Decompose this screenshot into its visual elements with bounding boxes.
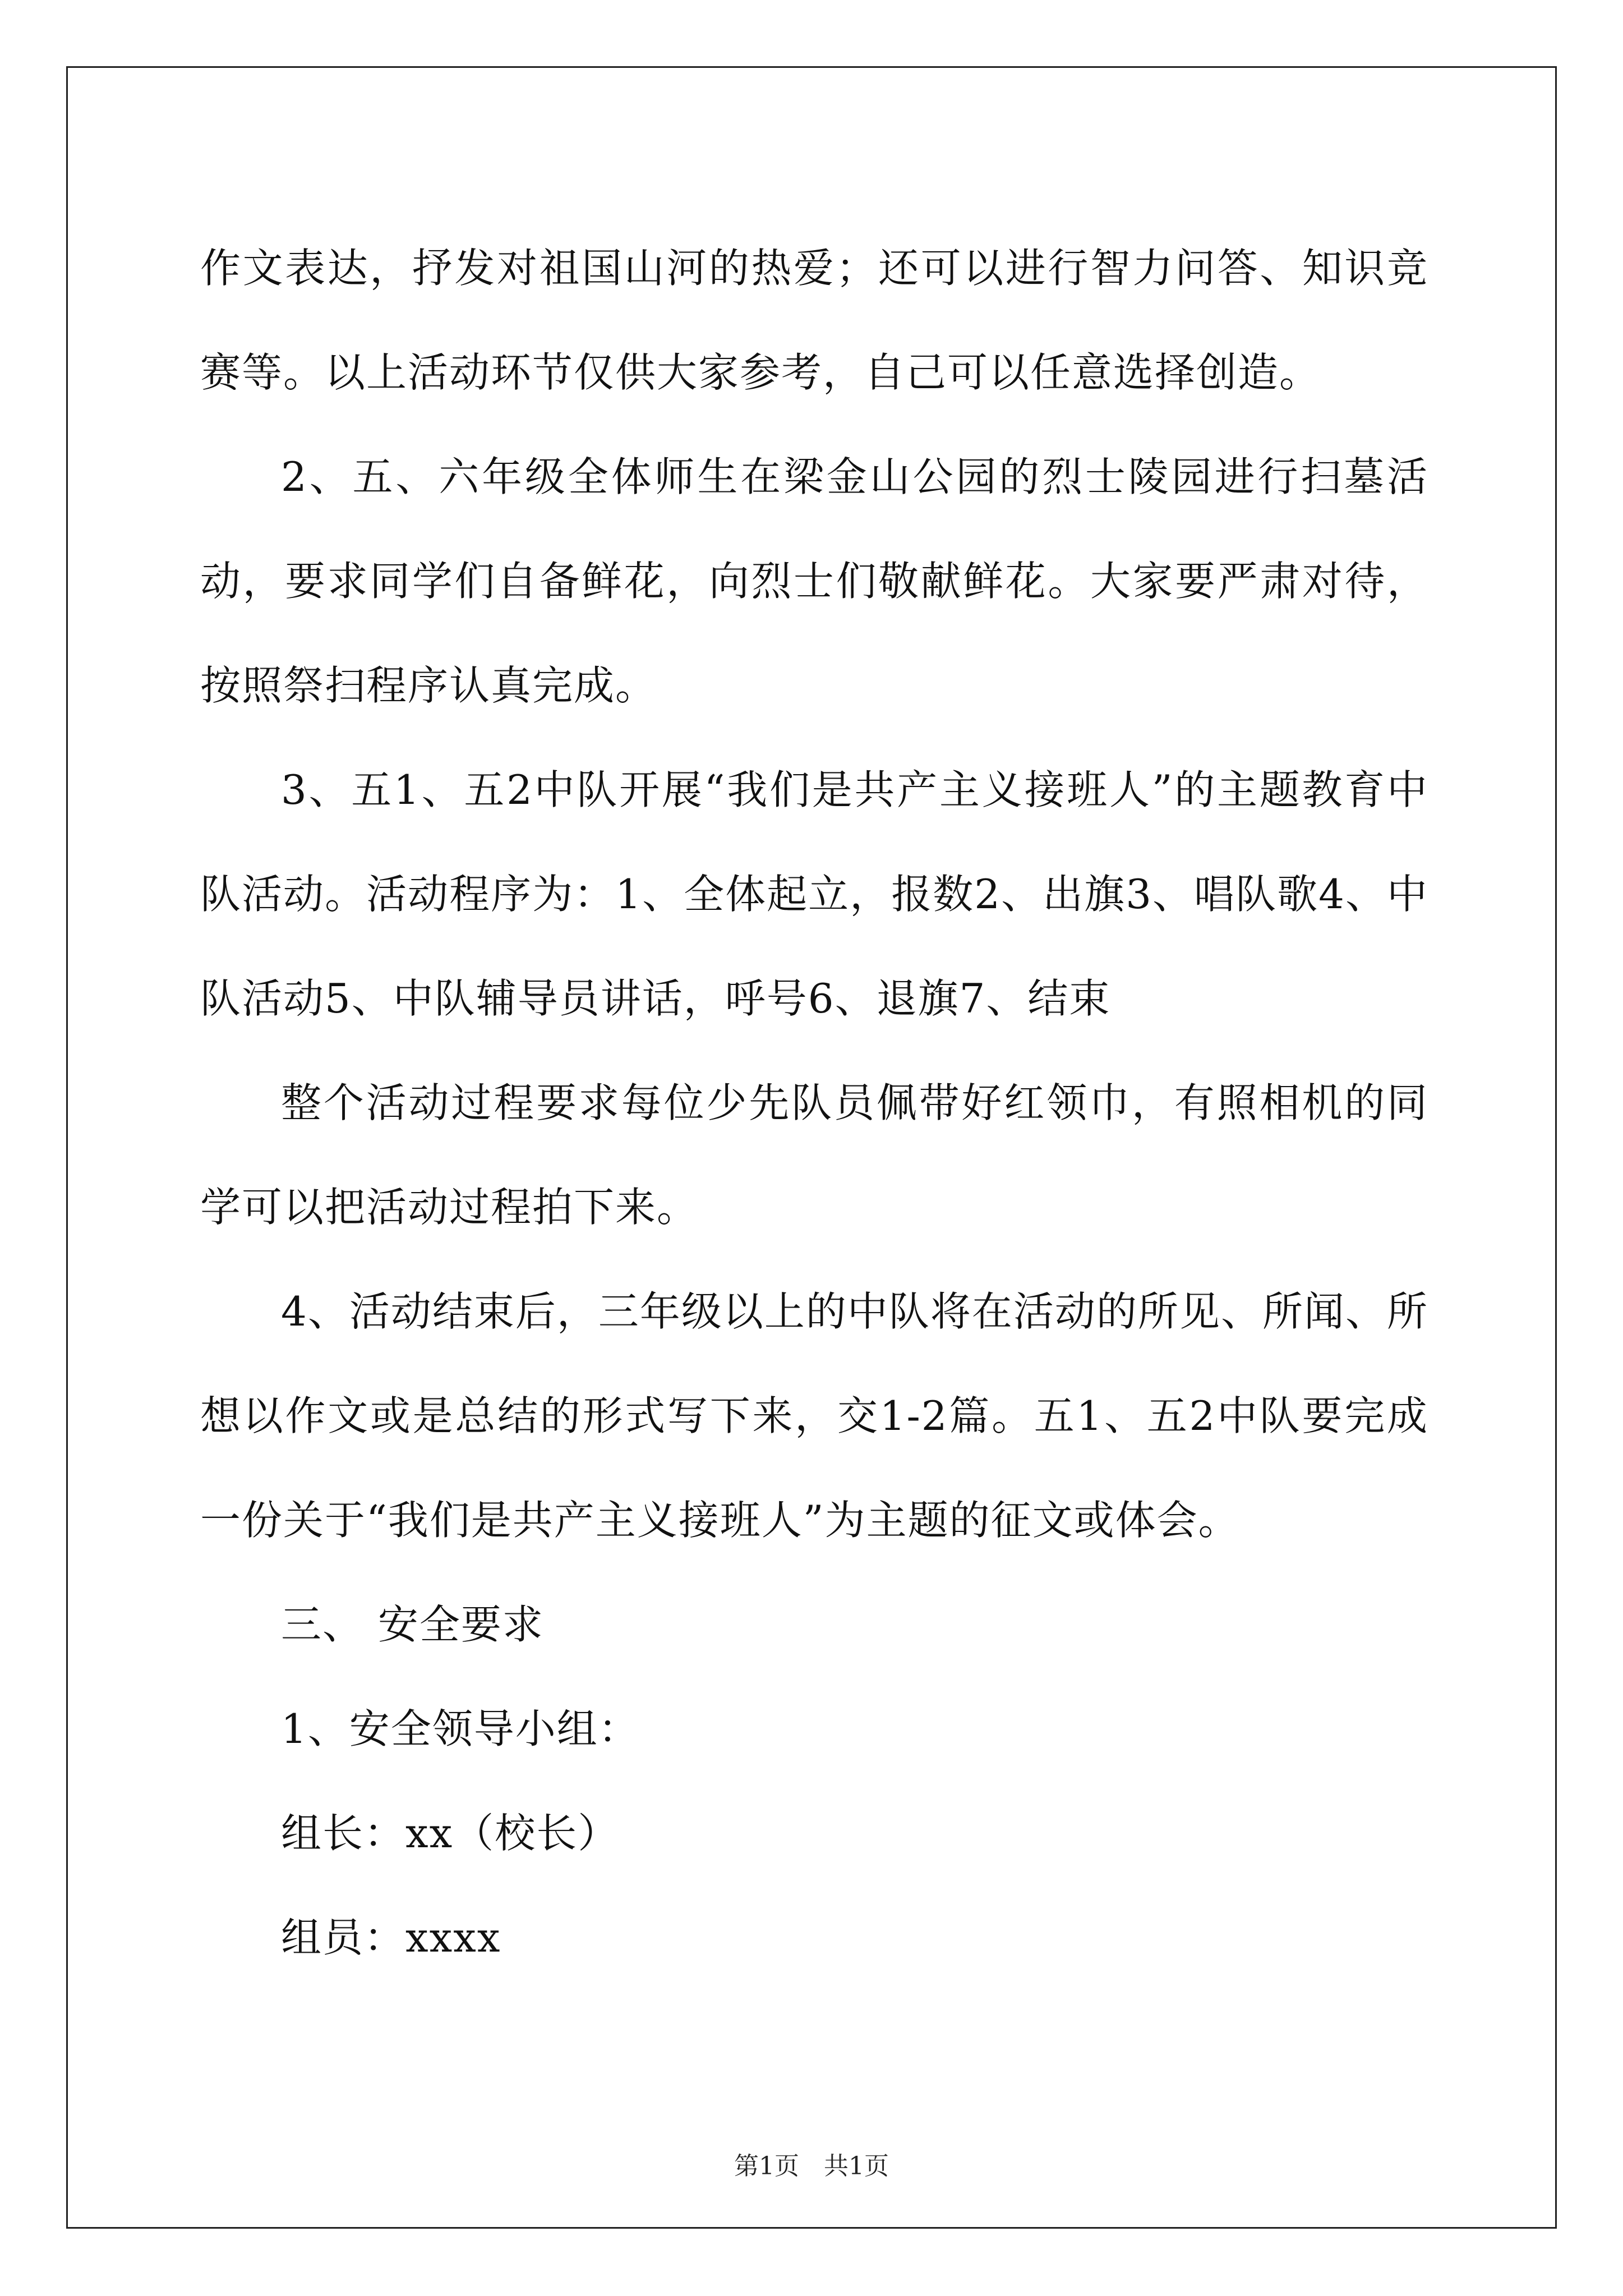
paragraph-2: 2、五、六年级全体师生在梁金山公园的烈士陵园进行扫墓活动，要求同学们自备鲜花，向烈士们敬献鲜花。大家要严肃对待，按照祭扫程序认真完成。 [200, 453, 1428, 709]
paragraph-5: 4、活动结束后，三年级以上的中队将在活动的所见、所闻、所想以作文或是总结的形式写下来，交1-2篇。五1、五2中队要完成一份关于“我们是共产主义接班人”为主题的征文或体会。 [200, 1288, 1428, 1544]
document-body [200, 216, 1428, 1990]
paragraph-group-members: 组员：xxxx [281, 1914, 501, 1961]
paragraph-1: 作文表达，抒发对祖国山河的热爱；还可以进行智力问答、知识竞赛等。以上活动环节仅供大家参考，自己可以任意选择创造。 [200, 245, 1428, 396]
paragraph-3: 3、五1、五2中队开展“我们是共产主义接班人”的主题教育中队活动。活动程序为：1、全体起立，报数2、出旗3、唱队歌4、中队活动5、中队辅导员讲话，呼号6、退旗7、结束 [200, 766, 1428, 1022]
paragraph-4: 整个活动过程要求每位少先队员佩带好红领巾，有照相机的同学可以把活动过程拍下来。 [200, 1079, 1428, 1231]
section-heading-safety: 三、 安全要求 [281, 1601, 544, 1648]
paragraph-safety-group: 1、安全领导小组： [281, 1705, 640, 1752]
page-number-footer: 第1页 共1页 [734, 2152, 889, 2180]
paragraph-group-leader: 组长：xx（校长） [281, 1810, 620, 1857]
